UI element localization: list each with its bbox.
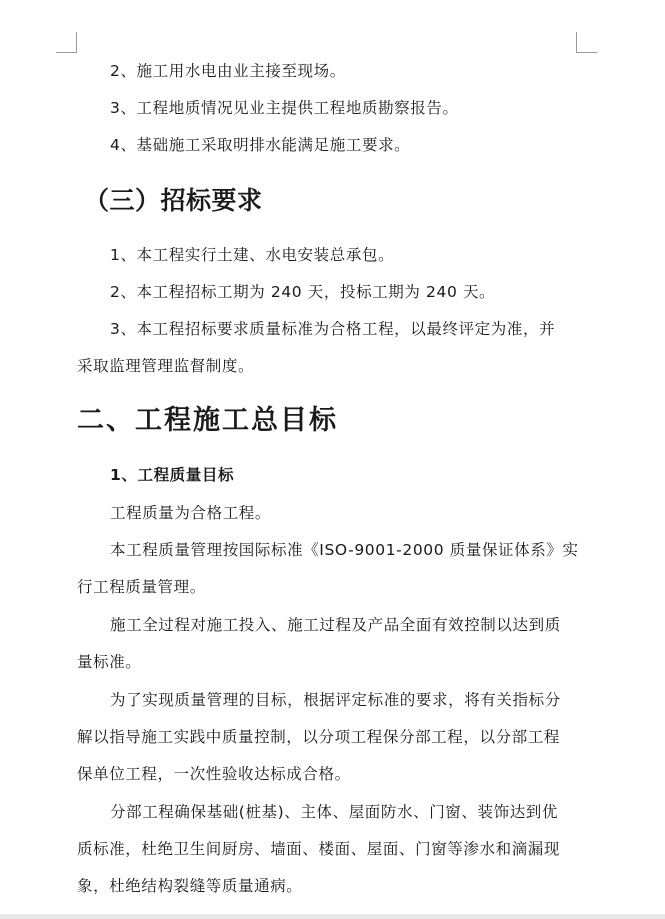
- section-heading: （三）招标要求: [84, 186, 263, 215]
- page-bottom-edge: [0, 914, 665, 919]
- list-item: 2、本工程招标工期为 240 天，投标工期为 240 天。: [110, 283, 496, 301]
- list-item: 2、施工用水电由业主接至现场。: [110, 62, 346, 80]
- paragraph-line: 质标准，杜绝卫生间厨房、墙面、楼面、屋面、门窗等渗水和滴漏现: [77, 840, 561, 858]
- crop-mark-top-left: [56, 32, 77, 53]
- list-item: 3、工程地质情况见业主提供工程地质勘察报告。: [110, 99, 459, 117]
- crop-mark-top-right: [576, 32, 597, 53]
- list-item: 1、本工程实行土建、水电安装总承包。: [110, 246, 395, 264]
- paragraph-line: 量标准。: [77, 653, 142, 671]
- list-item: 4、基础施工采取明排水能满足施工要求。: [110, 136, 411, 154]
- paragraph-line: 分部工程确保基础(桩基)、主体、屋面防水、门窗、装饰达到优: [110, 803, 558, 821]
- paragraph-line: 象，杜绝结构裂缝等质量通病。: [77, 877, 303, 895]
- paragraph-line: 为了实现质量管理的目标，根据评定标准的要求，将有关指标分: [110, 691, 561, 709]
- paragraph-line: 工程质量为合格工程。: [110, 504, 272, 522]
- paragraph-line: 保单位工程，一次性验收达标成合格。: [77, 765, 351, 783]
- list-item-continuation: 采取监理管理监督制度。: [77, 357, 255, 375]
- paragraph-line: 解以指导施工实践中质量控制，以分项工程保分部工程，以分部工程: [77, 728, 561, 746]
- paragraph-line: 行工程质量管理。: [77, 578, 206, 596]
- paragraph-line: 本工程质量管理按国际标准《ISO-9001-2000 质量保证体系》实: [110, 541, 579, 559]
- list-item: 3、本工程招标要求质量标准为合格工程，以最终评定为准，并: [110, 320, 556, 338]
- paragraph-line: 施工全过程对施工投入、施工过程及产品全面有效控制以达到质: [110, 616, 561, 634]
- chapter-heading: 二、工程施工总目标: [77, 405, 338, 436]
- subsection-heading: 1、工程质量目标: [110, 466, 235, 484]
